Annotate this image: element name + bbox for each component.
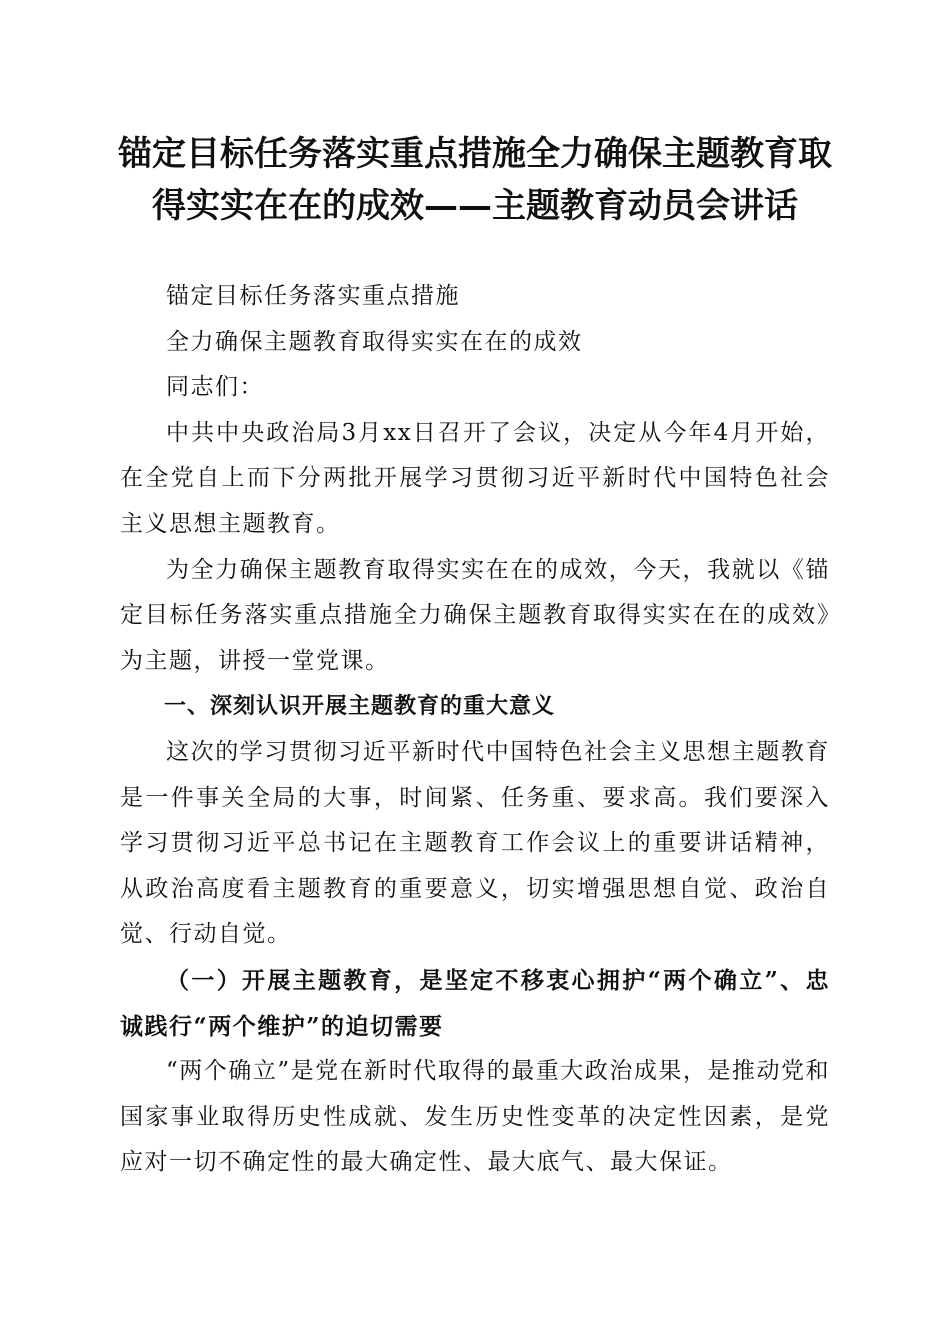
section-heading: 一、深刻认识开展主题教育的重大意义 (164, 694, 556, 720)
document-title: 锚定目标任务落实重点措施全力确保主题教育取得实实在在的成效——主题教育动员会讲话 (118, 134, 832, 226)
salutation: 同志们： (166, 374, 264, 401)
subsection-heading: （一）开展主题教育，是坚定不移衷心拥护“两个确立”、忠诚践行“两个维护”的迫切需要 (120, 966, 830, 1040)
body-paragraph: 中共中央政治局3月xx日召开了会议，决定从今年4月开始，在全党自上而下分两批开展学习贯彻习近平新时代中国特色社会主义思想主题教育。 (120, 419, 830, 537)
subtitle-line-2: 全力确保主题教育取得实实在在的成效 (166, 328, 583, 355)
body-paragraph: 这次的学习贯彻习近平新时代中国特色社会主义思想主题教育是一件事关全局的大事，时间紧、任务重、要求高。我们要深入学习贯彻习近平总书记在主题教育工作会议上的重要讲话精神，从政治高度看主题教育的重要意义，切实增强思想自觉、政治自觉、行动自觉。 (120, 738, 830, 948)
body-paragraph: “两个确立”是党在新时代取得的最重大政治成果，是推动党和国家事业取得历史性成就、发生历史性变革的决定性因素，是党应对一切不确定性的最大确定性、最大底气、最大保证。 (120, 1058, 830, 1176)
body-paragraph: 为全力确保主题教育取得实实在在的成效，今天，我就以《锚定目标任务落实重点措施全力确保主题教育取得实实在在的成效》为主题，讲授一堂党课。 (120, 556, 830, 674)
subtitle-line-1: 锚定目标任务落实重点措施 (166, 283, 460, 309)
document-body (120, 274, 830, 1186)
